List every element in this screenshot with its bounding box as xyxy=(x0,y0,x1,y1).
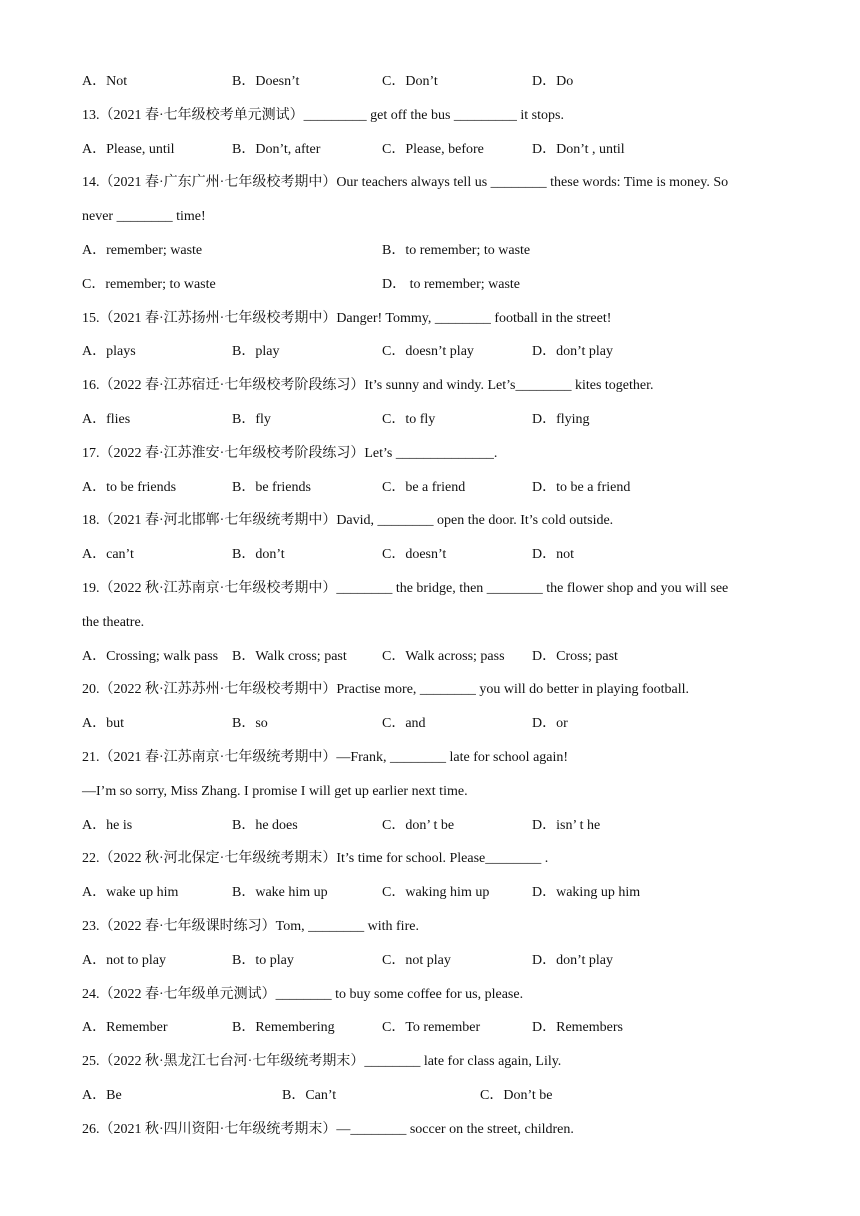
option-d: D．flying xyxy=(532,411,590,427)
options-row xyxy=(82,138,792,172)
option-b: B．don’t xyxy=(232,547,285,563)
option-d: D．not xyxy=(532,547,574,563)
option-a: A．Not xyxy=(82,74,128,89)
option-b: B．Walk cross; past xyxy=(232,648,347,664)
option-b: B．Doesn’t xyxy=(232,74,300,89)
question-line: 26.（2021 秋·四川资阳·七年级统考期末）—________ soccer on the street, children. xyxy=(82,1121,574,1137)
option-b: B．he does xyxy=(232,817,298,833)
option-d: D．don’t play xyxy=(532,952,614,968)
options-row xyxy=(82,949,792,983)
option-b: B．play xyxy=(232,344,280,360)
options-row xyxy=(82,1016,792,1050)
option-a: A．Be xyxy=(82,1087,122,1103)
option-c: C．not play xyxy=(382,952,451,968)
options-row xyxy=(82,645,792,679)
options-row xyxy=(82,273,792,307)
option-a: A．plays xyxy=(82,344,136,360)
worksheet-page xyxy=(82,70,792,1152)
option-d: D．Remembers xyxy=(532,1020,623,1036)
option-a: C．remember; to waste xyxy=(82,276,216,292)
question-line: 15.（2021 春·江苏扬州·七年级校考期中）Danger! Tommy, ________ football in the street! xyxy=(82,310,612,326)
option-b: B．Don’t, after xyxy=(232,141,321,157)
option-c: C．to fly xyxy=(382,411,436,427)
option-c: C．Don’t xyxy=(382,74,438,89)
question-line: never ________ time! xyxy=(82,209,206,225)
option-c: C．waking him up xyxy=(382,885,490,901)
options-row xyxy=(82,408,792,442)
option-b: B．so xyxy=(232,716,268,732)
option-d: D．or xyxy=(532,716,568,732)
options-row xyxy=(82,239,792,273)
option-c: C．and xyxy=(382,716,426,732)
option-c: C．Walk across; pass xyxy=(382,648,505,664)
option-d: D．Don’t , until xyxy=(532,141,625,157)
option-a: A．wake up him xyxy=(82,885,179,901)
options-row xyxy=(82,476,792,510)
option-b: B．Remembering xyxy=(232,1020,335,1036)
options-row xyxy=(82,881,792,915)
question-line: 21.（2021 春·江苏南京·七年级统考期中）—Frank, ________ late for school again! xyxy=(82,749,569,765)
option-a: A．Crossing; walk pass xyxy=(82,648,219,664)
question-line: —I’m so sorry, Miss Zhang. I promise I will get up earlier next time. xyxy=(82,783,468,799)
option-b: B．fly xyxy=(232,411,271,427)
option-c: C．don’ t be xyxy=(382,817,455,833)
options-row xyxy=(82,70,792,104)
question-line: 14.（2021 春·广东广州·七年级校考期中）Our teachers always tell us ________ these words: Time is money. So xyxy=(82,175,729,191)
option-b: B．wake him up xyxy=(232,885,328,901)
options-row xyxy=(82,543,792,577)
option-d: D．Do xyxy=(532,74,574,89)
question-line: 13.（2021 春·七年级校考单元测试）_________ get off the bus _________ it stops. xyxy=(82,107,564,123)
options-row xyxy=(82,814,792,848)
question-line: 19.（2022 秋·江苏南京·七年级校考期中）________ the bridge, then ________ the flower shop and you will see xyxy=(82,580,729,596)
option-d: D．to be a friend xyxy=(532,479,631,495)
question-line: 20.（2022 秋·江苏苏州·七年级校考期中）Practise more, ________ you will do better in playing football. xyxy=(82,682,689,698)
option-b: B．be friends xyxy=(232,479,311,495)
option-c: C．Don’t be xyxy=(480,1087,553,1103)
options-row xyxy=(82,1084,792,1118)
option-b: B．Can’t xyxy=(282,1087,337,1103)
question-line: 18.（2021 春·河北邯郸·七年级统考期中）David, ________ open the door. It’s cold outside. xyxy=(82,513,614,529)
question-line: 16.（2022 春·江苏宿迁·七年级校考阶段练习）It’s sunny and windy. Let’s________ kites together. xyxy=(82,378,654,394)
option-d: D．waking up him xyxy=(532,885,641,901)
option-d: D．Cross; past xyxy=(532,648,618,664)
option-a: A．can’t xyxy=(82,547,134,563)
option-a: A．Remember xyxy=(82,1020,168,1036)
question-line: 17.（2022 春·江苏淮安·七年级校考阶段练习）Let’s ______________. xyxy=(82,445,498,461)
options-row xyxy=(82,340,792,374)
option-a: A．remember; waste xyxy=(82,242,203,258)
option-c: C．To remember xyxy=(382,1020,481,1036)
option-d: D．don’t play xyxy=(532,344,614,360)
option-d: D．isn’ t he xyxy=(532,817,601,833)
question-line: 23.（2022 春·七年级课时练习）Tom, ________ with fire. xyxy=(82,918,419,934)
option-b: B．to remember; to waste xyxy=(382,242,531,258)
option-a: A．flies xyxy=(82,411,131,427)
question-line: the theatre. xyxy=(82,614,145,630)
option-b: B．to play xyxy=(232,952,294,968)
question-line: 25.（2022 秋·黑龙江七台河·七年级统考期末）________ late for class again, Lily. xyxy=(82,1054,562,1070)
option-c: C．be a friend xyxy=(382,479,466,495)
option-c: C．doesn’t xyxy=(382,547,447,563)
option-c: C．doesn’t play xyxy=(382,344,474,360)
option-a: A．Please, until xyxy=(82,141,175,157)
option-c: C．Please, before xyxy=(382,141,484,157)
option-b: D． to remember; waste xyxy=(382,276,521,292)
option-a: A．not to play xyxy=(82,952,166,968)
option-a: A．he is xyxy=(82,817,133,833)
question-line: 24.（2022 春·七年级单元测试）________ to buy some coffee for us, please. xyxy=(82,986,524,1002)
option-a: A．to be friends xyxy=(82,479,177,495)
options-row xyxy=(82,712,792,746)
option-a: A．but xyxy=(82,716,124,732)
question-line: 22.（2022 秋·河北保定·七年级统考期末）It’s time for school. Please________ . xyxy=(82,851,549,867)
